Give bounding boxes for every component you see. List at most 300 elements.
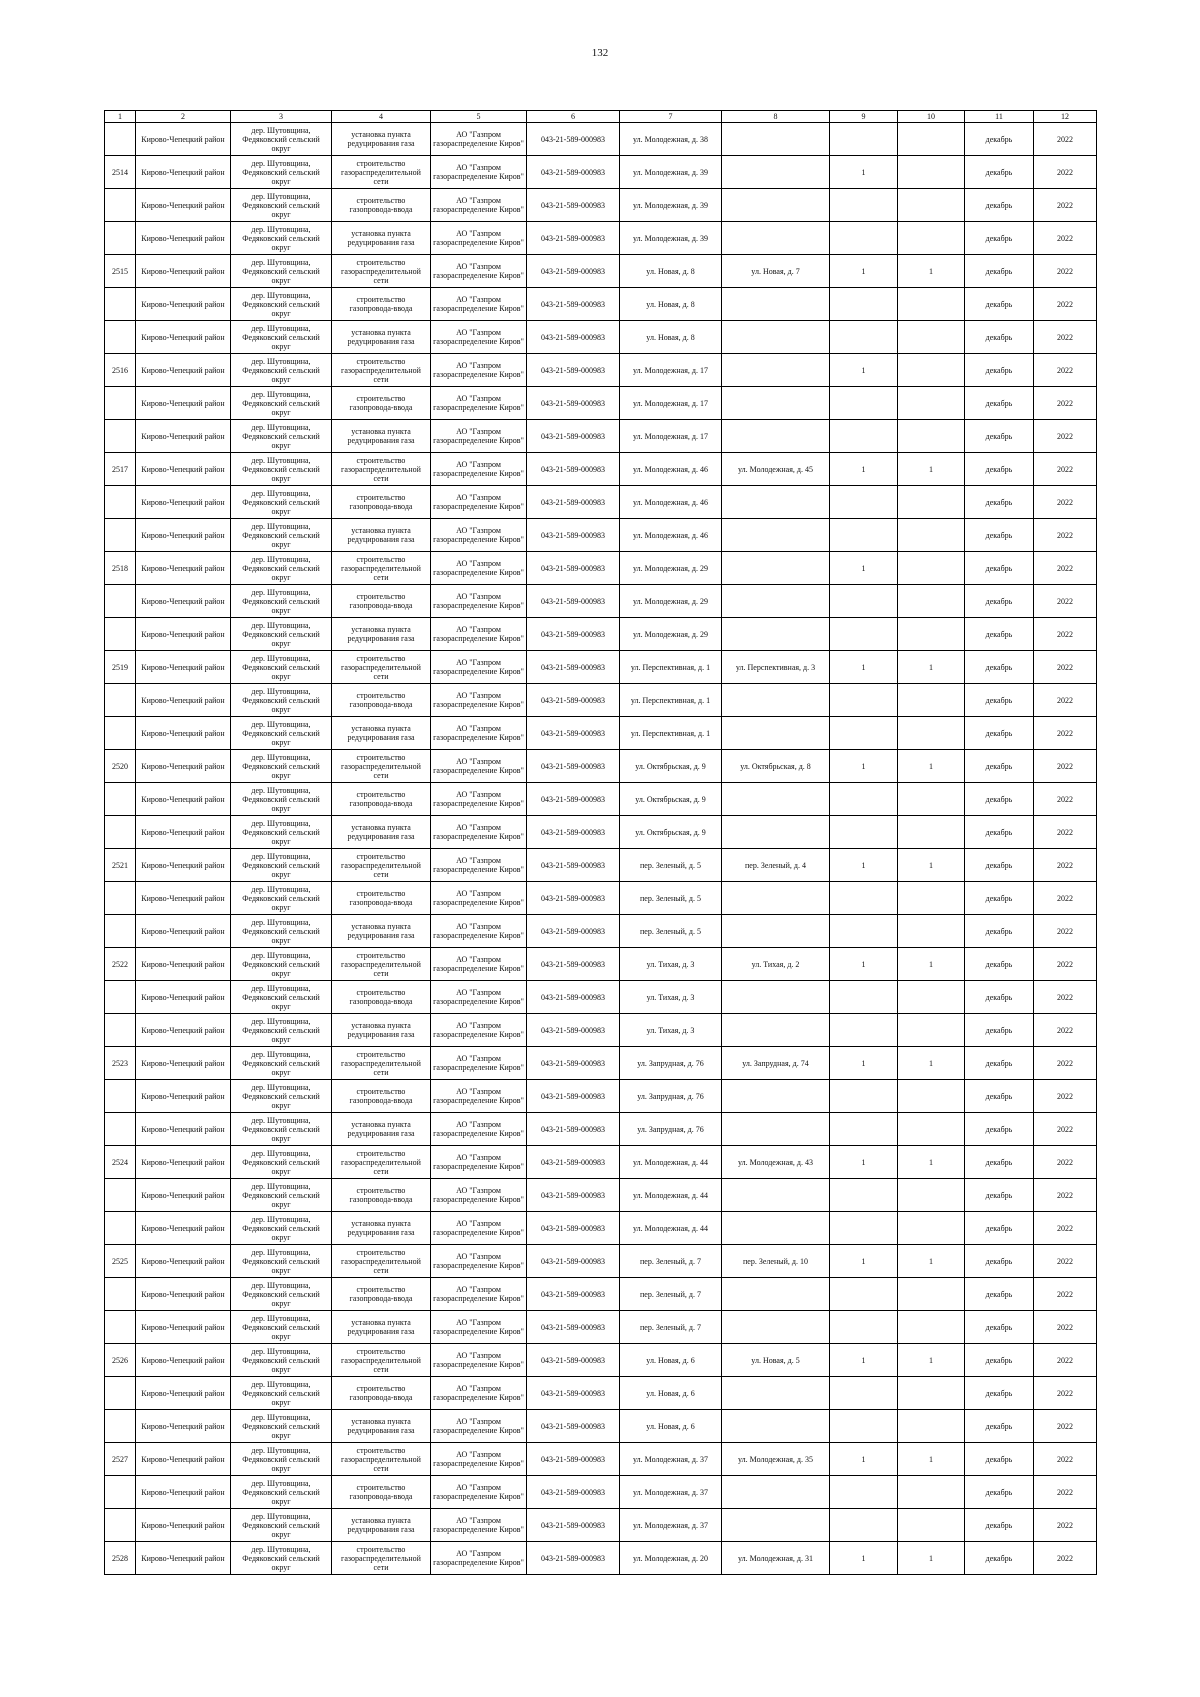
- locality-text: дер. Шутовщина, Федяковский сельский округ: [242, 983, 320, 1011]
- locality-text: дер. Шутовщина, Федяковский сельский округ: [242, 323, 320, 351]
- organization-text: АО "Газпром газораспределение Киров": [433, 625, 524, 643]
- column-header: 7: [620, 111, 722, 123]
- row-number-cell: [105, 222, 136, 255]
- count-text: 1: [929, 1355, 933, 1365]
- count-text: 1: [929, 662, 933, 672]
- district-cell: [136, 486, 231, 519]
- table-row: [105, 717, 1097, 750]
- header-row: [105, 111, 1097, 123]
- table-row: [105, 1509, 1097, 1542]
- locality-text: дер. Шутовщина, Федяковский сельский округ: [242, 884, 320, 912]
- locality-cell: [231, 420, 332, 453]
- organization-cell: [431, 222, 527, 255]
- count-text: 1: [929, 761, 933, 771]
- month-cell: [965, 354, 1034, 387]
- organization-text: АО "Газпром газораспределение Киров": [433, 691, 524, 709]
- count-text: 1: [861, 860, 866, 870]
- address-cell: [620, 981, 722, 1014]
- work-type-cell: [332, 222, 431, 255]
- address-text: ул. Запрудная, д. 76: [637, 1091, 704, 1101]
- count-cell: [830, 882, 898, 915]
- locality-text: дер. Шутовщина, Федяковский сельский округ: [242, 1016, 320, 1044]
- row-number-cell: [105, 684, 136, 717]
- code-cell: [527, 1542, 620, 1575]
- table-row: [105, 123, 1097, 156]
- code-cell: [527, 552, 620, 585]
- locality-cell: [231, 783, 332, 816]
- locality-text: дер. Шутовщина, Федяковский сельский округ: [242, 851, 320, 879]
- work-type-text: строительство газораспределительной сети: [341, 653, 421, 681]
- work-type-text: строительство газопровода-ввода: [349, 394, 413, 412]
- organization-text: АО "Газпром газораспределение Киров": [433, 1054, 524, 1072]
- locality-cell: [231, 750, 332, 783]
- address-cell: [620, 618, 722, 651]
- second-address-cell: [722, 420, 830, 453]
- organization-text: АО "Газпром газораспределение Киров": [433, 1087, 524, 1105]
- locality-cell: [231, 1047, 332, 1080]
- organization-cell: [431, 1311, 527, 1344]
- organization-cell: [431, 321, 527, 354]
- district-cell: [136, 948, 231, 981]
- organization-cell: [431, 915, 527, 948]
- work-type-text: строительство газопровода-ввода: [349, 1087, 413, 1105]
- year-cell: [1034, 750, 1097, 783]
- table-row: [105, 222, 1097, 255]
- year-cell: [1034, 552, 1097, 585]
- second-address-cell: [722, 1443, 830, 1476]
- organization-text: АО "Газпром газораспределение Киров": [433, 1285, 524, 1303]
- locality-cell: [231, 882, 332, 915]
- organization-text: АО "Газпром газораспределение Киров": [433, 856, 524, 874]
- district-cell: [136, 321, 231, 354]
- address-cell: [620, 684, 722, 717]
- address-cell: [620, 585, 722, 618]
- second-address-cell: [722, 255, 830, 288]
- count-cell: [898, 849, 965, 882]
- work-type-text: установка пункта редуцирования газа: [347, 724, 415, 742]
- work-type-cell: [332, 552, 431, 585]
- second-address-cell: [722, 981, 830, 1014]
- organization-text: АО "Газпром газораспределение Киров": [433, 1219, 524, 1237]
- year-cell: [1034, 1014, 1097, 1047]
- work-type-cell: [332, 1278, 431, 1311]
- organization-text: АО "Газпром газораспределение Киров": [433, 823, 524, 841]
- locality-text: дер. Шутовщина, Федяковский сельский округ: [242, 191, 320, 219]
- year-text: 2022: [1057, 596, 1073, 606]
- count-cell: [830, 1146, 898, 1179]
- work-type-text: установка пункта редуцирования газа: [347, 526, 415, 544]
- code-text: 043-21-589-000983: [541, 1256, 605, 1266]
- count-cell: [898, 519, 965, 552]
- second-address-cell: [722, 1344, 830, 1377]
- organization-cell: [431, 387, 527, 420]
- address-cell: [620, 1344, 722, 1377]
- code-text: 043-21-589-000983: [541, 200, 605, 210]
- work-type-text: строительство газораспределительной сети: [341, 950, 421, 978]
- count-cell: [898, 1443, 965, 1476]
- address-cell: [620, 717, 722, 750]
- count-text: 1: [861, 1157, 866, 1167]
- locality-text: дер. Шутовщина, Федяковский сельский округ: [242, 1148, 320, 1176]
- organization-text: АО "Газпром газораспределение Киров": [433, 1516, 524, 1534]
- year-cell: [1034, 651, 1097, 684]
- organization-cell: [431, 1542, 527, 1575]
- row-number-text: 2526: [112, 1355, 128, 1365]
- district-text: Кирово-Чепецкий район: [141, 200, 225, 210]
- year-text: 2022: [1057, 1553, 1073, 1563]
- count-cell: [898, 453, 965, 486]
- organization-text: АО "Газпром газораспределение Киров": [433, 1186, 524, 1204]
- second-address-cell: [722, 948, 830, 981]
- code-cell: [527, 684, 620, 717]
- code-cell: [527, 1443, 620, 1476]
- organization-cell: [431, 354, 527, 387]
- district-text: Кирово-Чепецкий район: [141, 1322, 225, 1332]
- table-row: [105, 1344, 1097, 1377]
- work-type-cell: [332, 783, 431, 816]
- locality-cell: [231, 618, 332, 651]
- work-type-text: строительство газораспределительной сети: [341, 851, 421, 879]
- district-cell: [136, 816, 231, 849]
- work-type-text: строительство газораспределительной сети: [341, 1346, 421, 1374]
- second-address-cell: [722, 288, 830, 321]
- count-cell: [830, 1410, 898, 1443]
- count-cell: [898, 585, 965, 618]
- year-text: 2022: [1057, 860, 1073, 870]
- work-type-text: строительство газораспределительной сети: [341, 752, 421, 780]
- code-text: 043-21-589-000983: [541, 794, 605, 804]
- organization-text: АО "Газпром газораспределение Киров": [433, 1384, 524, 1402]
- second-address-cell: [722, 486, 830, 519]
- work-type-cell: [332, 1212, 431, 1245]
- organization-cell: [431, 651, 527, 684]
- code-cell: [527, 1344, 620, 1377]
- locality-cell: [231, 981, 332, 1014]
- count-cell: [830, 1212, 898, 1245]
- locality-cell: [231, 321, 332, 354]
- table-row: [105, 585, 1097, 618]
- count-cell: [898, 1014, 965, 1047]
- row-number-cell: [105, 1443, 136, 1476]
- work-type-text: строительство газопровода-ввода: [349, 493, 413, 511]
- code-text: 043-21-589-000983: [541, 563, 605, 573]
- month-text: декабрь: [985, 332, 1013, 342]
- row-number-text: 2524: [112, 1157, 128, 1167]
- code-text: 043-21-589-000983: [541, 662, 605, 672]
- month-text: декабрь: [985, 596, 1013, 606]
- code-cell: [527, 123, 620, 156]
- work-type-cell: [332, 1146, 431, 1179]
- count-cell: [830, 156, 898, 189]
- work-type-cell: [332, 1476, 431, 1509]
- count-cell: [898, 1179, 965, 1212]
- code-cell: [527, 651, 620, 684]
- work-type-text: строительство газопровода-ввода: [349, 988, 413, 1006]
- code-cell: [527, 255, 620, 288]
- second-address-text: ул. Новая, д. 7: [751, 266, 800, 276]
- count-cell: [898, 1311, 965, 1344]
- district-cell: [136, 1443, 231, 1476]
- district-text: Кирово-Чепецкий район: [141, 398, 225, 408]
- table-row: [105, 651, 1097, 684]
- organization-cell: [431, 585, 527, 618]
- locality-text: дер. Шутовщина, Федяковский сельский округ: [242, 818, 320, 846]
- organization-cell: [431, 882, 527, 915]
- code-cell: [527, 519, 620, 552]
- year-cell: [1034, 288, 1097, 321]
- second-address-cell: [722, 915, 830, 948]
- second-address-cell: [722, 618, 830, 651]
- code-text: 043-21-589-000983: [541, 1520, 605, 1530]
- code-cell: [527, 1410, 620, 1443]
- code-cell: [527, 981, 620, 1014]
- work-type-text: строительство газораспределительной сети: [341, 1148, 421, 1176]
- district-text: Кирово-Чепецкий район: [141, 299, 225, 309]
- code-cell: [527, 1278, 620, 1311]
- address-text: ул. Молодежная, д. 46: [633, 530, 708, 540]
- locality-text: дер. Шутовщина, Федяковский сельский округ: [242, 950, 320, 978]
- month-text: декабрь: [985, 761, 1013, 771]
- work-type-cell: [332, 453, 431, 486]
- row-number-cell: [105, 1245, 136, 1278]
- year-text: 2022: [1057, 563, 1073, 573]
- organization-cell: [431, 1443, 527, 1476]
- year-text: 2022: [1057, 167, 1073, 177]
- table-row: [105, 1113, 1097, 1146]
- table-row: [105, 618, 1097, 651]
- year-text: 2022: [1057, 1454, 1073, 1464]
- code-text: 043-21-589-000983: [541, 959, 605, 969]
- locality-cell: [231, 1014, 332, 1047]
- column-header: 5: [431, 111, 527, 123]
- code-text: 043-21-589-000983: [541, 992, 605, 1002]
- count-text: 1: [929, 860, 933, 870]
- year-text: 2022: [1057, 1289, 1073, 1299]
- district-cell: [136, 1080, 231, 1113]
- month-text: декабрь: [985, 266, 1013, 276]
- month-text: декабрь: [985, 794, 1013, 804]
- count-cell: [830, 1311, 898, 1344]
- month-cell: [965, 1278, 1034, 1311]
- count-cell: [898, 1542, 965, 1575]
- column-header: 8: [722, 111, 830, 123]
- row-number-cell: [105, 321, 136, 354]
- month-cell: [965, 915, 1034, 948]
- count-cell: [898, 486, 965, 519]
- count-cell: [830, 387, 898, 420]
- district-text: Кирово-Чепецкий район: [141, 1421, 225, 1431]
- locality-text: дер. Шутовщина, Федяковский сельский округ: [242, 785, 320, 813]
- row-number-text: 2521: [112, 860, 128, 870]
- work-type-cell: [332, 618, 431, 651]
- work-type-cell: [332, 123, 431, 156]
- work-type-cell: [332, 1179, 431, 1212]
- address-text: ул. Молодежная, д. 29: [633, 563, 708, 573]
- locality-cell: [231, 1113, 332, 1146]
- work-type-text: строительство газопровода-ввода: [349, 1483, 413, 1501]
- count-cell: [898, 288, 965, 321]
- locality-cell: [231, 387, 332, 420]
- work-type-cell: [332, 156, 431, 189]
- code-text: 043-21-589-000983: [541, 1454, 605, 1464]
- work-type-text: строительство газораспределительной сети: [341, 1049, 421, 1077]
- district-cell: [136, 420, 231, 453]
- district-text: Кирово-Чепецкий район: [141, 1025, 225, 1035]
- locality-text: дер. Шутовщина, Федяковский сельский округ: [242, 422, 320, 450]
- code-cell: [527, 882, 620, 915]
- address-text: ул. Молодежная, д. 37: [633, 1454, 708, 1464]
- count-cell: [898, 1047, 965, 1080]
- table-row: [105, 156, 1097, 189]
- work-type-text: установка пункта редуцирования газа: [347, 328, 415, 346]
- district-text: Кирово-Чепецкий район: [141, 266, 225, 276]
- district-cell: [136, 354, 231, 387]
- count-cell: [830, 717, 898, 750]
- row-number-cell: [105, 354, 136, 387]
- work-type-cell: [332, 1311, 431, 1344]
- year-cell: [1034, 585, 1097, 618]
- month-text: декабрь: [985, 1322, 1013, 1332]
- code-text: 043-21-589-000983: [541, 134, 605, 144]
- locality-cell: [231, 1542, 332, 1575]
- code-text: 043-21-589-000983: [541, 827, 605, 837]
- code-cell: [527, 915, 620, 948]
- district-cell: [136, 519, 231, 552]
- district-text: Кирово-Чепецкий район: [141, 134, 225, 144]
- month-cell: [965, 1377, 1034, 1410]
- month-cell: [965, 849, 1034, 882]
- column-header: 2: [136, 111, 231, 123]
- code-cell: [527, 288, 620, 321]
- address-text: ул. Тихая, д. 3: [646, 959, 695, 969]
- locality-cell: [231, 948, 332, 981]
- work-type-text: строительство газопровода-ввода: [349, 196, 413, 214]
- second-address-cell: [722, 354, 830, 387]
- count-text: 1: [861, 365, 866, 375]
- table-row: [105, 783, 1097, 816]
- table-row: [105, 1278, 1097, 1311]
- row-number-cell: [105, 420, 136, 453]
- work-type-text: строительство газораспределительной сети: [341, 257, 421, 285]
- organization-cell: [431, 1080, 527, 1113]
- year-cell: [1034, 189, 1097, 222]
- organization-text: АО "Газпром газораспределение Киров": [433, 1120, 524, 1138]
- locality-text: дер. Шутовщина, Федяковский сельский округ: [242, 125, 320, 153]
- district-cell: [136, 1377, 231, 1410]
- year-text: 2022: [1057, 1487, 1073, 1497]
- row-number-cell: [105, 1047, 136, 1080]
- address-cell: [620, 354, 722, 387]
- district-cell: [136, 717, 231, 750]
- count-cell: [830, 1278, 898, 1311]
- count-cell: [898, 717, 965, 750]
- organization-text: АО "Газпром газораспределение Киров": [433, 295, 524, 313]
- address-cell: [620, 552, 722, 585]
- table-row: [105, 486, 1097, 519]
- month-text: декабрь: [985, 992, 1013, 1002]
- year-text: 2022: [1057, 959, 1073, 969]
- organization-cell: [431, 684, 527, 717]
- address-text: ул. Молодежная, д. 44: [633, 1190, 708, 1200]
- year-text: 2022: [1057, 695, 1073, 705]
- district-cell: [136, 156, 231, 189]
- organization-cell: [431, 816, 527, 849]
- district-cell: [136, 1509, 231, 1542]
- locality-cell: [231, 1311, 332, 1344]
- code-text: 043-21-589-000983: [541, 530, 605, 540]
- work-type-cell: [332, 354, 431, 387]
- table-row: [105, 1245, 1097, 1278]
- district-text: Кирово-Чепецкий район: [141, 662, 225, 672]
- district-text: Кирово-Чепецкий район: [141, 1157, 225, 1167]
- district-text: Кирово-Чепецкий район: [141, 893, 225, 903]
- code-text: 043-21-589-000983: [541, 431, 605, 441]
- count-cell: [830, 189, 898, 222]
- code-cell: [527, 783, 620, 816]
- work-type-text: установка пункта редуцирования газа: [347, 1318, 415, 1336]
- organization-cell: [431, 1476, 527, 1509]
- table-row: [105, 321, 1097, 354]
- district-cell: [136, 783, 231, 816]
- organization-text: АО "Газпром газораспределение Киров": [433, 1483, 524, 1501]
- month-text: декабрь: [985, 1058, 1013, 1068]
- count-text: 1: [861, 266, 866, 276]
- district-cell: [136, 1245, 231, 1278]
- address-cell: [620, 1278, 722, 1311]
- code-text: 043-21-589-000983: [541, 1553, 605, 1563]
- address-cell: [620, 255, 722, 288]
- count-cell: [898, 948, 965, 981]
- year-text: 2022: [1057, 728, 1073, 738]
- work-type-text: установка пункта редуцирования газа: [347, 922, 415, 940]
- month-text: декабрь: [985, 1553, 1013, 1563]
- district-text: Кирово-Чепецкий район: [141, 233, 225, 243]
- work-type-text: строительство газораспределительной сети: [341, 158, 421, 186]
- year-text: 2022: [1057, 1124, 1073, 1134]
- table-row: [105, 1443, 1097, 1476]
- code-cell: [527, 1509, 620, 1542]
- locality-text: дер. Шутовщина, Федяковский сельский округ: [242, 1247, 320, 1275]
- month-text: декабрь: [985, 1421, 1013, 1431]
- second-address-cell: [722, 123, 830, 156]
- organization-text: АО "Газпром газораспределение Киров": [433, 229, 524, 247]
- work-type-cell: [332, 849, 431, 882]
- month-cell: [965, 1179, 1034, 1212]
- month-text: декабрь: [985, 662, 1013, 672]
- work-type-cell: [332, 486, 431, 519]
- month-text: декабрь: [985, 1355, 1013, 1365]
- work-type-text: строительство газораспределительной сети: [341, 554, 421, 582]
- locality-text: дер. Шутовщина, Федяковский сельский округ: [242, 719, 320, 747]
- year-text: 2022: [1057, 1256, 1073, 1266]
- address-text: ул. Молодежная, д. 17: [633, 398, 708, 408]
- code-text: 043-21-589-000983: [541, 1157, 605, 1167]
- code-cell: [527, 387, 620, 420]
- year-cell: [1034, 1476, 1097, 1509]
- locality-cell: [231, 1509, 332, 1542]
- district-cell: [136, 255, 231, 288]
- row-number-cell: [105, 849, 136, 882]
- count-text: 1: [861, 1553, 866, 1563]
- row-number-cell: [105, 882, 136, 915]
- district-cell: [136, 1113, 231, 1146]
- code-text: 043-21-589-000983: [541, 266, 605, 276]
- district-text: Кирово-Чепецкий район: [141, 563, 225, 573]
- locality-text: дер. Шутовщина, Федяковский сельский округ: [242, 1412, 320, 1440]
- year-cell: [1034, 222, 1097, 255]
- row-number-cell: [105, 1311, 136, 1344]
- count-cell: [830, 783, 898, 816]
